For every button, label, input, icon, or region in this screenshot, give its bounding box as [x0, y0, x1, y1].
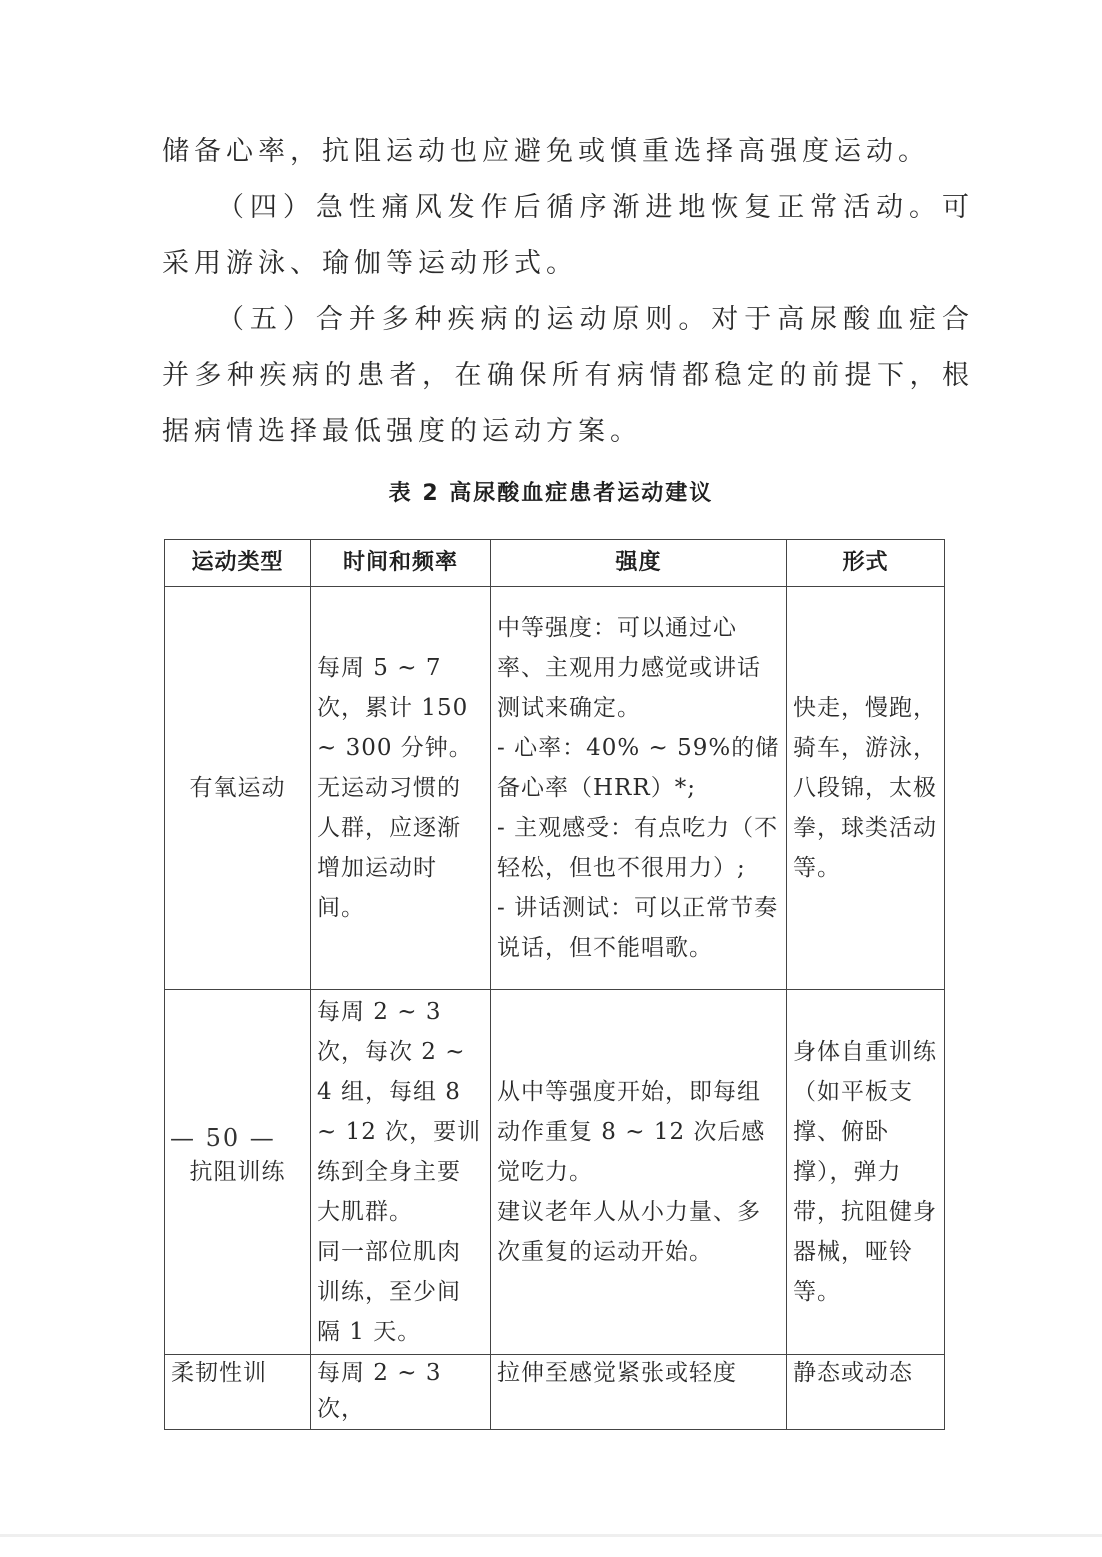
cell-form: 身体自重训练（如平板支撑、俯卧撑），弹力带，抗阻健身器械，哑铃等。 — [787, 990, 945, 1355]
cell-frequency: 每周 2 ~ 3 次，每次 2 ~ 4 组，每组 8 ~ 12 次，要训练到全身主要大肌群。 同一部位肌肉训练，至少间隔 1 天。 — [311, 990, 491, 1355]
cell-form: 快走，慢跑，骑车，游泳，八段锦，太极拳，球类活动等。 — [787, 587, 945, 990]
cell-frequency: 每周 2 ~ 3 次， — [311, 1355, 491, 1430]
cell-intensity: 拉伸至感觉紧张或轻度 — [491, 1355, 787, 1430]
cell-type: 抗阻训练 — [165, 990, 311, 1355]
table-row — [165, 1355, 945, 1430]
cell-type: 柔韧性训 — [165, 1355, 311, 1430]
table-header-row — [165, 540, 945, 587]
bottom-divider — [0, 1534, 1102, 1537]
cell-intensity: 从中等强度开始，即每组动作重复 8 ~ 12 次后感觉吃力。 建议老年人从小力量、多次重复的运动开始。 — [491, 990, 787, 1355]
paragraph-1: 储备心率，抗阻运动也应避免或慎重选择高强度运动。 — [162, 136, 930, 167]
table-row — [165, 990, 945, 1355]
cell-intensity: 中等强度：可以通过心率、主观用力感觉或讲话测试来确定。 - 心率：40% ~ 59%的储备心率（HRR）*; - 主观感受：有点吃力（不轻松，但也不很用力）; - 讲话测试：可以正常节奏说话，但不能唱歌。 — [491, 587, 787, 990]
header-type: 运动类型 — [165, 540, 311, 587]
exercise-recommendation-table — [164, 539, 945, 1430]
header-frequency: 时间和频率 — [311, 540, 491, 587]
header-form: 形式 — [787, 540, 945, 587]
header-intensity: 强度 — [491, 540, 787, 587]
table-caption: 表 2 高尿酸血症患者运动建议 — [388, 481, 714, 506]
cell-type: 有氧运动 — [165, 587, 311, 990]
page-number: — 50 — — [170, 1124, 276, 1152]
cell-frequency: 每周 5 ~ 7 次，累计 150 ~ 300 分钟。 无运动习惯的人群，应逐渐增加运动时间。 — [311, 587, 491, 990]
paragraph-2: （四）急性痛风发作后循序渐进地恢复正常活动。可采用游泳、瑜伽等运动形式。 — [162, 192, 974, 279]
cell-form: 静态或动态 — [787, 1355, 945, 1430]
paragraph-3: （五）合并多种疾病的运动原则。对于高尿酸血症合并多种疾病的患者，在确保所有病情都稳定的前提下，根据病情选择最低强度的运动方案。 — [162, 304, 974, 447]
table-row — [165, 587, 945, 990]
